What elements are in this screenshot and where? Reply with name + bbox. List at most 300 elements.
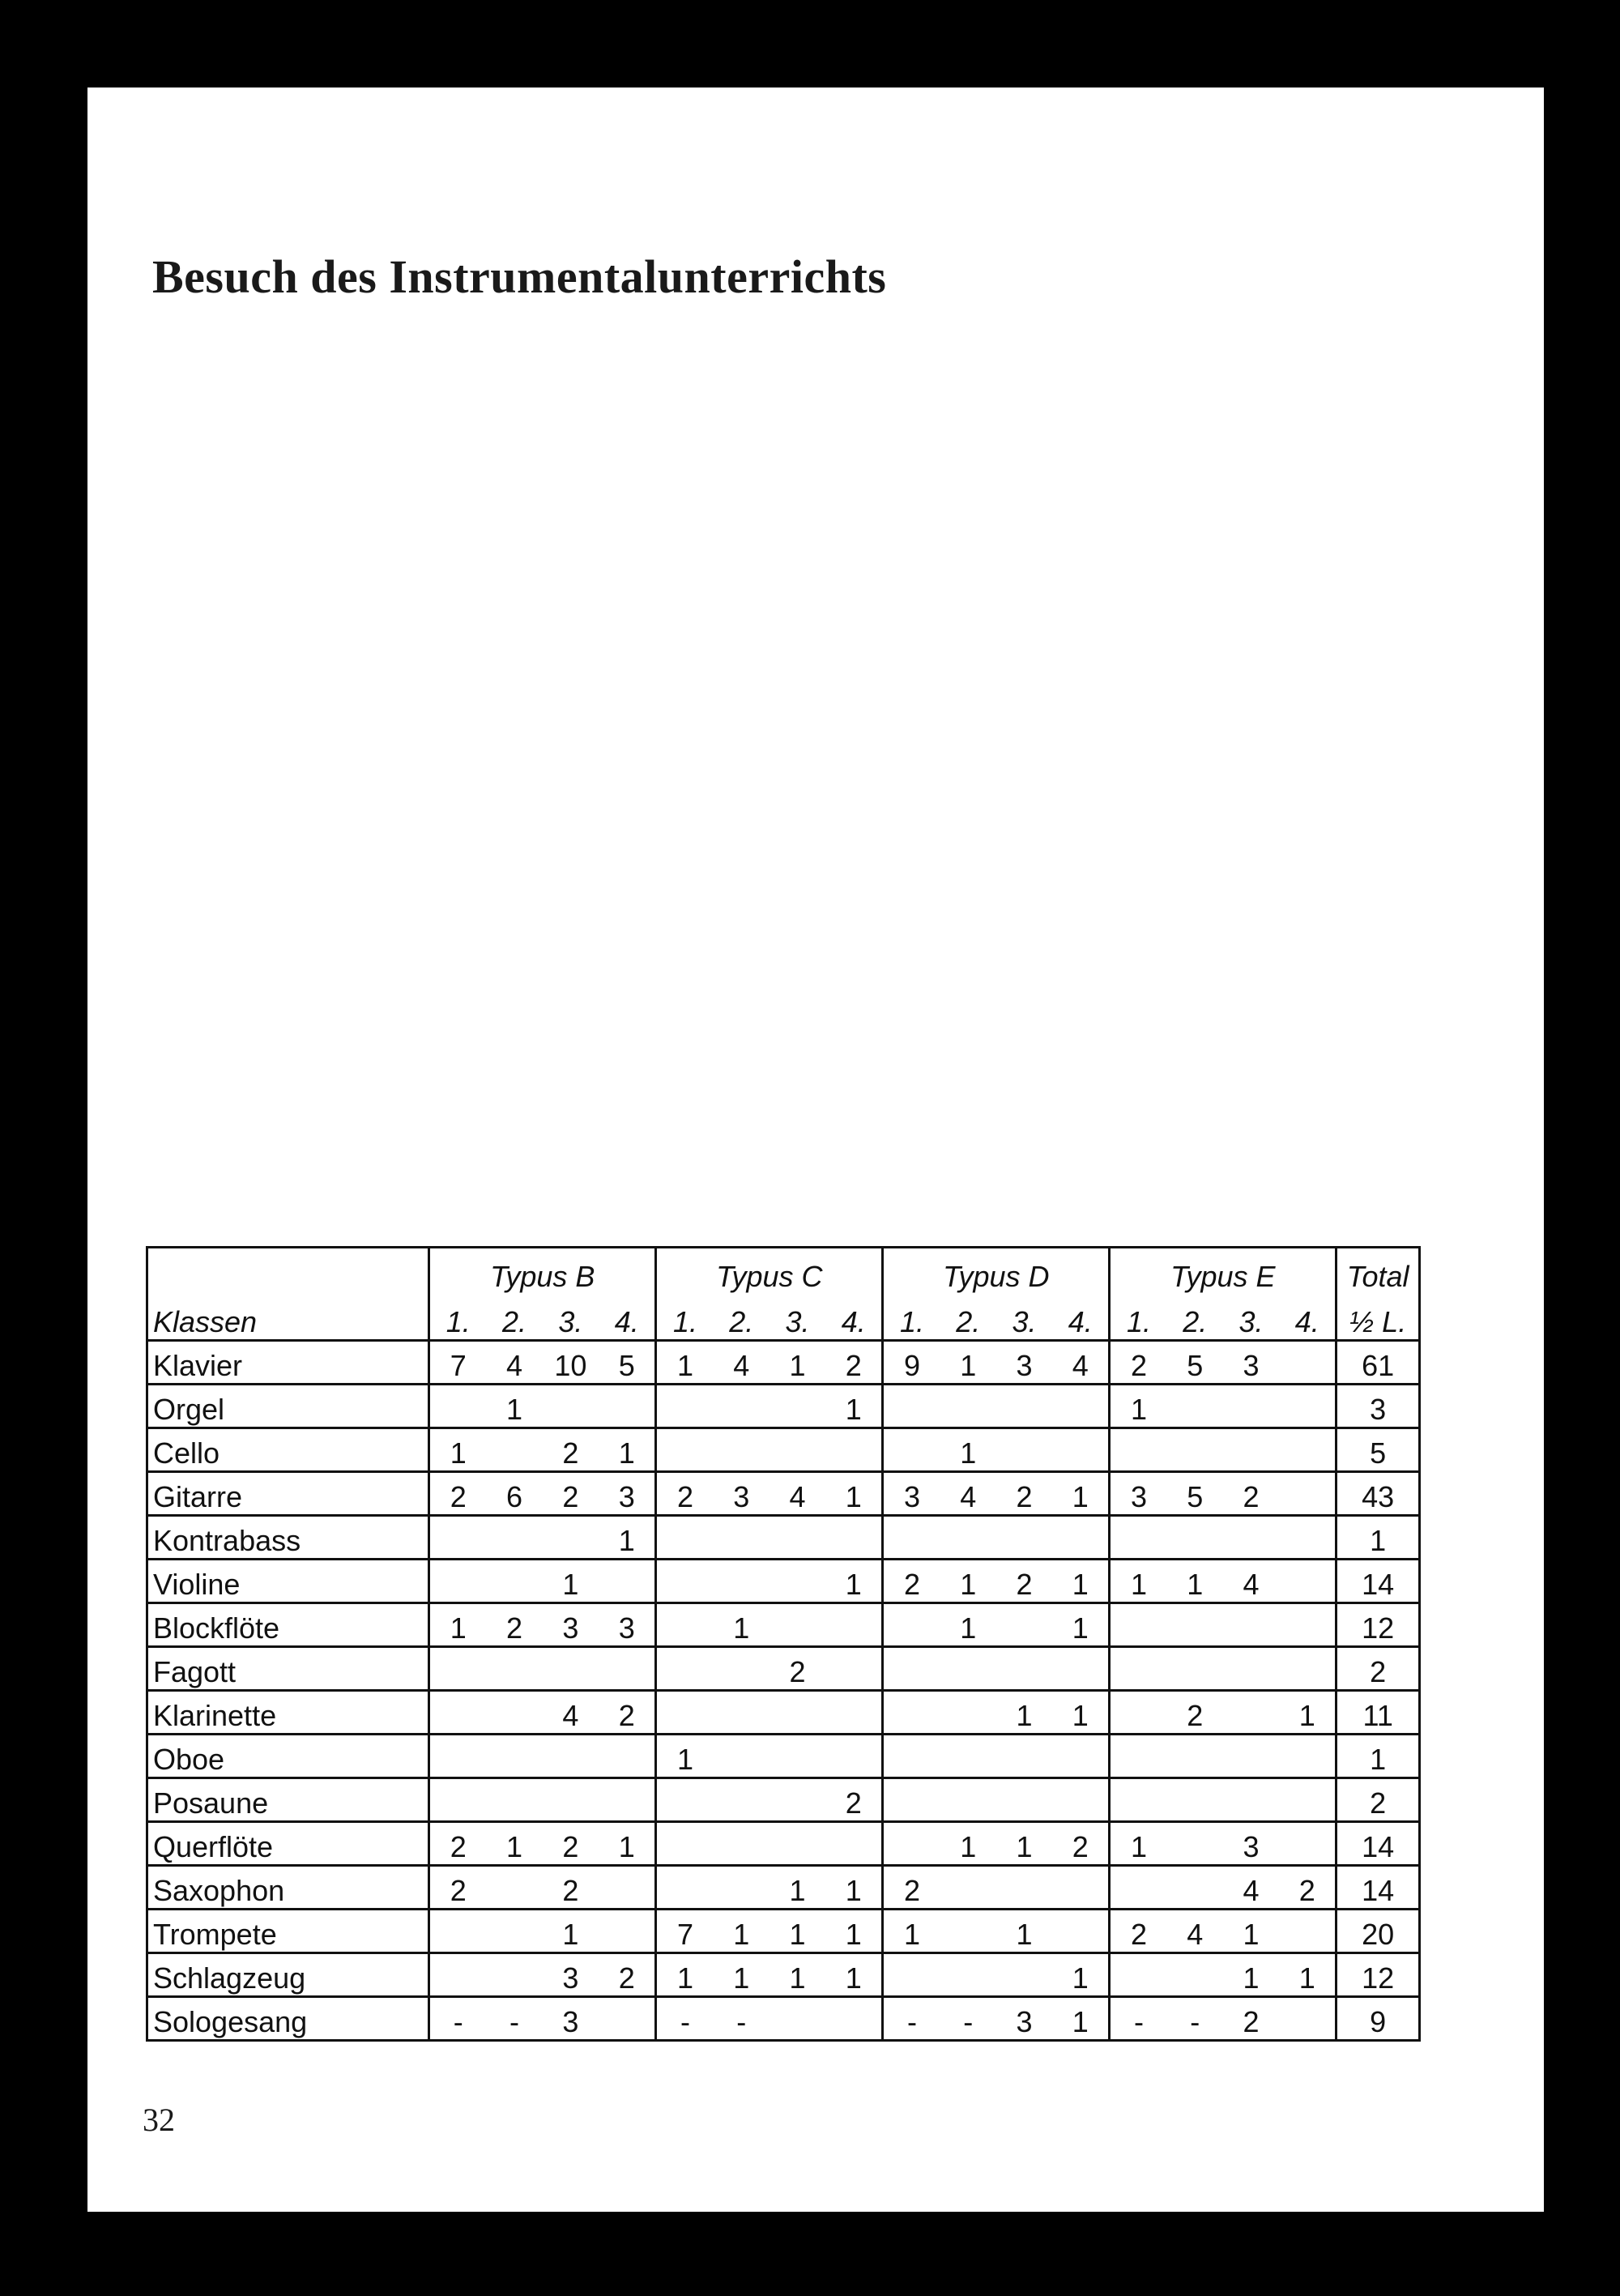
total-cell: 3 bbox=[1336, 1385, 1420, 1428]
data-cell bbox=[486, 1953, 542, 1997]
data-cell: 1 bbox=[429, 1428, 487, 1472]
table-row bbox=[147, 1385, 1420, 1428]
data-cell: 1 bbox=[940, 1603, 996, 1647]
data-cell: - bbox=[714, 1997, 770, 2041]
instrument-name: Blockflöte bbox=[147, 1603, 429, 1647]
data-cell: 1 bbox=[825, 1560, 883, 1603]
data-cell bbox=[770, 1516, 825, 1560]
data-cell bbox=[1279, 1735, 1336, 1778]
table-header-row-subs bbox=[147, 1294, 1420, 1341]
data-cell: 1 bbox=[825, 1472, 883, 1516]
data-cell: 1 bbox=[1052, 1603, 1110, 1647]
data-cell: 2 bbox=[543, 1822, 599, 1866]
data-cell: 1 bbox=[825, 1866, 883, 1910]
data-cell bbox=[486, 1691, 542, 1735]
data-cell: 1 bbox=[883, 1910, 940, 1953]
total-cell: 5 bbox=[1336, 1428, 1420, 1472]
total-cell: 12 bbox=[1336, 1603, 1420, 1647]
data-cell bbox=[883, 1647, 940, 1691]
data-cell: 1 bbox=[770, 1341, 825, 1385]
data-cell: 4 bbox=[486, 1341, 542, 1385]
data-cell: 1 bbox=[714, 1603, 770, 1647]
data-cell bbox=[825, 1516, 883, 1560]
data-cell bbox=[940, 1735, 996, 1778]
data-cell bbox=[599, 1735, 656, 1778]
data-cell bbox=[714, 1822, 770, 1866]
group-header-typus-b: Typus B bbox=[429, 1248, 656, 1295]
data-cell bbox=[429, 1516, 487, 1560]
data-cell bbox=[770, 1560, 825, 1603]
data-cell: 1 bbox=[543, 1910, 599, 1953]
total-cell: 43 bbox=[1336, 1472, 1420, 1516]
data-cell: 1 bbox=[770, 1866, 825, 1910]
data-cell: 2 bbox=[996, 1560, 1052, 1603]
data-cell bbox=[996, 1516, 1052, 1560]
data-cell: 1 bbox=[656, 1953, 714, 1997]
data-cell: 2 bbox=[429, 1822, 487, 1866]
data-cell bbox=[429, 1910, 487, 1953]
data-cell: 1 bbox=[825, 1385, 883, 1428]
data-cell bbox=[1052, 1428, 1110, 1472]
data-cell: 2 bbox=[1052, 1822, 1110, 1866]
sub-header-cell: 3. bbox=[543, 1294, 599, 1341]
data-cell: 10 bbox=[543, 1341, 599, 1385]
data-cell bbox=[883, 1516, 940, 1560]
data-cell: 1 bbox=[770, 1910, 825, 1953]
instrument-name: Schlagzeug bbox=[147, 1953, 429, 1997]
group-header-typus-c: Typus C bbox=[656, 1248, 883, 1295]
data-cell bbox=[1110, 1516, 1167, 1560]
data-cell bbox=[1052, 1516, 1110, 1560]
sub-header-cell: 3. bbox=[1223, 1294, 1279, 1341]
sub-header-cell: 4. bbox=[599, 1294, 656, 1341]
data-cell bbox=[1223, 1516, 1279, 1560]
table-header-row-groups bbox=[147, 1248, 1420, 1295]
data-cell bbox=[883, 1385, 940, 1428]
total-cell: 61 bbox=[1336, 1341, 1420, 1385]
data-cell bbox=[825, 1822, 883, 1866]
data-cell: 3 bbox=[1223, 1822, 1279, 1866]
data-cell bbox=[429, 1778, 487, 1822]
data-cell bbox=[940, 1647, 996, 1691]
data-cell bbox=[883, 1691, 940, 1735]
data-cell: 4 bbox=[1052, 1341, 1110, 1385]
data-cell bbox=[543, 1735, 599, 1778]
data-cell: 2 bbox=[825, 1778, 883, 1822]
data-cell: 1 bbox=[1110, 1385, 1167, 1428]
data-cell bbox=[429, 1691, 487, 1735]
sub-header-cell: 2. bbox=[1167, 1294, 1223, 1341]
table-row bbox=[147, 1516, 1420, 1560]
data-cell bbox=[714, 1778, 770, 1822]
data-cell bbox=[714, 1647, 770, 1691]
data-cell bbox=[599, 1560, 656, 1603]
data-cell bbox=[656, 1822, 714, 1866]
data-cell: 4 bbox=[1223, 1866, 1279, 1910]
data-cell bbox=[996, 1647, 1052, 1691]
total-cell: 14 bbox=[1336, 1560, 1420, 1603]
data-cell: 1 bbox=[1223, 1953, 1279, 1997]
data-cell: 5 bbox=[599, 1341, 656, 1385]
total-cell: 20 bbox=[1336, 1910, 1420, 1953]
group-header-typus-e: Typus E bbox=[1110, 1248, 1336, 1295]
data-cell: 1 bbox=[940, 1341, 996, 1385]
data-cell bbox=[1167, 1385, 1223, 1428]
data-cell: - bbox=[883, 1997, 940, 2041]
data-cell bbox=[1110, 1866, 1167, 1910]
data-cell: 1 bbox=[996, 1691, 1052, 1735]
data-cell bbox=[599, 1778, 656, 1822]
data-cell bbox=[1223, 1735, 1279, 1778]
data-cell bbox=[1223, 1778, 1279, 1822]
data-cell: 4 bbox=[1223, 1560, 1279, 1603]
data-cell: 4 bbox=[770, 1472, 825, 1516]
instrument-name: Querflöte bbox=[147, 1822, 429, 1866]
instrument-name: Klarinette bbox=[147, 1691, 429, 1735]
data-cell bbox=[883, 1822, 940, 1866]
total-cell: 2 bbox=[1336, 1647, 1420, 1691]
instrument-table bbox=[146, 1246, 1421, 2042]
data-cell bbox=[940, 1910, 996, 1953]
data-cell bbox=[1279, 1603, 1336, 1647]
data-cell bbox=[1279, 1910, 1336, 1953]
data-cell: 2 bbox=[996, 1472, 1052, 1516]
data-cell bbox=[1279, 1385, 1336, 1428]
table-row bbox=[147, 1560, 1420, 1603]
instrument-name: Orgel bbox=[147, 1385, 429, 1428]
instrument-name: Saxophon bbox=[147, 1866, 429, 1910]
data-cell: 3 bbox=[543, 1953, 599, 1997]
data-cell bbox=[714, 1866, 770, 1910]
data-cell bbox=[1167, 1516, 1223, 1560]
data-cell: 3 bbox=[714, 1472, 770, 1516]
data-cell bbox=[599, 1866, 656, 1910]
data-cell bbox=[1167, 1428, 1223, 1472]
instrument-name: Fagott bbox=[147, 1647, 429, 1691]
table-row bbox=[147, 1778, 1420, 1822]
data-cell: 2 bbox=[1110, 1341, 1167, 1385]
data-cell: 6 bbox=[486, 1472, 542, 1516]
data-cell bbox=[1223, 1428, 1279, 1472]
data-cell bbox=[1279, 1647, 1336, 1691]
data-cell bbox=[486, 1866, 542, 1910]
data-cell: 3 bbox=[883, 1472, 940, 1516]
total-header-line1: Total bbox=[1336, 1248, 1420, 1295]
data-cell bbox=[1279, 1516, 1336, 1560]
table-row bbox=[147, 1428, 1420, 1472]
data-cell bbox=[656, 1385, 714, 1428]
instrument-name: Oboe bbox=[147, 1735, 429, 1778]
data-cell bbox=[883, 1735, 940, 1778]
data-cell bbox=[486, 1647, 542, 1691]
data-cell: 2 bbox=[543, 1428, 599, 1472]
data-cell bbox=[1223, 1647, 1279, 1691]
data-cell bbox=[996, 1428, 1052, 1472]
data-cell bbox=[825, 1603, 883, 1647]
data-cell bbox=[1279, 1822, 1336, 1866]
data-cell: 1 bbox=[1052, 1953, 1110, 1997]
data-cell bbox=[599, 1910, 656, 1953]
data-cell bbox=[1167, 1953, 1223, 1997]
data-cell bbox=[1167, 1603, 1223, 1647]
data-cell bbox=[1110, 1778, 1167, 1822]
data-cell bbox=[543, 1385, 599, 1428]
data-cell: 1 bbox=[429, 1603, 487, 1647]
data-cell: - bbox=[429, 1997, 487, 2041]
total-cell: 1 bbox=[1336, 1516, 1420, 1560]
data-cell: 1 bbox=[770, 1953, 825, 1997]
data-cell bbox=[543, 1647, 599, 1691]
data-cell bbox=[1167, 1647, 1223, 1691]
data-cell bbox=[770, 1603, 825, 1647]
instrument-name: Posaune bbox=[147, 1778, 429, 1822]
data-cell bbox=[825, 1735, 883, 1778]
total-cell: 14 bbox=[1336, 1866, 1420, 1910]
data-cell: 1 bbox=[1052, 1560, 1110, 1603]
data-cell bbox=[656, 1428, 714, 1472]
data-cell bbox=[656, 1691, 714, 1735]
data-cell bbox=[770, 1822, 825, 1866]
data-cell bbox=[1052, 1647, 1110, 1691]
data-cell: 2 bbox=[1110, 1910, 1167, 1953]
group-header-typus-d: Typus D bbox=[883, 1248, 1110, 1295]
data-cell bbox=[996, 1778, 1052, 1822]
data-cell: 2 bbox=[599, 1953, 656, 1997]
data-cell bbox=[996, 1735, 1052, 1778]
data-cell bbox=[656, 1778, 714, 1822]
total-cell: 2 bbox=[1336, 1778, 1420, 1822]
data-cell: 3 bbox=[996, 1997, 1052, 2041]
data-cell: - bbox=[486, 1997, 542, 2041]
sub-header-cell: 1. bbox=[656, 1294, 714, 1341]
instrument-name: Sologesang bbox=[147, 1997, 429, 2041]
data-cell bbox=[543, 1516, 599, 1560]
data-cell: 2 bbox=[599, 1691, 656, 1735]
data-cell bbox=[1167, 1866, 1223, 1910]
total-cell: 12 bbox=[1336, 1953, 1420, 1997]
data-cell bbox=[486, 1516, 542, 1560]
sub-header-cell: 4. bbox=[1052, 1294, 1110, 1341]
data-cell bbox=[714, 1385, 770, 1428]
data-cell bbox=[1052, 1778, 1110, 1822]
data-cell: - bbox=[1167, 1997, 1223, 2041]
data-cell bbox=[1167, 1778, 1223, 1822]
data-cell: 1 bbox=[486, 1822, 542, 1866]
data-cell: 3 bbox=[543, 1603, 599, 1647]
data-cell bbox=[770, 1735, 825, 1778]
page-number: 32 bbox=[143, 2102, 175, 2138]
data-cell: 2 bbox=[656, 1472, 714, 1516]
data-cell bbox=[429, 1560, 487, 1603]
data-cell bbox=[486, 1910, 542, 1953]
data-cell bbox=[486, 1735, 542, 1778]
data-cell: 3 bbox=[1110, 1472, 1167, 1516]
data-cell bbox=[714, 1428, 770, 1472]
data-cell: 1 bbox=[714, 1953, 770, 1997]
data-cell bbox=[996, 1866, 1052, 1910]
data-cell bbox=[940, 1691, 996, 1735]
data-cell bbox=[486, 1560, 542, 1603]
data-cell bbox=[1223, 1691, 1279, 1735]
data-cell bbox=[1223, 1603, 1279, 1647]
data-cell bbox=[825, 1691, 883, 1735]
data-cell bbox=[429, 1735, 487, 1778]
data-cell: 2 bbox=[770, 1647, 825, 1691]
data-cell bbox=[714, 1735, 770, 1778]
klassen-header: Klassen bbox=[147, 1294, 429, 1341]
table-row bbox=[147, 1953, 1420, 1997]
sub-header-cell: 4. bbox=[1279, 1294, 1336, 1341]
data-cell: 1 bbox=[940, 1560, 996, 1603]
total-header-line2: ½ L. bbox=[1336, 1294, 1420, 1341]
data-cell bbox=[714, 1691, 770, 1735]
data-cell: 2 bbox=[543, 1472, 599, 1516]
data-cell: 3 bbox=[1223, 1341, 1279, 1385]
data-cell: 1 bbox=[714, 1910, 770, 1953]
data-cell bbox=[1110, 1647, 1167, 1691]
data-cell: 3 bbox=[599, 1472, 656, 1516]
sub-header-cell: 4. bbox=[825, 1294, 883, 1341]
data-cell bbox=[1167, 1822, 1223, 1866]
data-cell bbox=[883, 1778, 940, 1822]
instrument-name: Trompete bbox=[147, 1910, 429, 1953]
data-cell: 2 bbox=[486, 1603, 542, 1647]
data-cell bbox=[770, 1428, 825, 1472]
data-cell: 1 bbox=[996, 1910, 1052, 1953]
data-cell: 2 bbox=[543, 1866, 599, 1910]
data-cell: - bbox=[940, 1997, 996, 2041]
data-cell bbox=[1279, 1428, 1336, 1472]
data-cell: 4 bbox=[714, 1341, 770, 1385]
table-row bbox=[147, 1997, 1420, 2041]
data-cell bbox=[940, 1866, 996, 1910]
data-cell: 2 bbox=[1279, 1866, 1336, 1910]
data-cell bbox=[599, 1385, 656, 1428]
data-cell bbox=[656, 1516, 714, 1560]
data-cell: - bbox=[656, 1997, 714, 2041]
data-cell: - bbox=[1110, 1997, 1167, 2041]
data-cell bbox=[1110, 1691, 1167, 1735]
data-cell: 1 bbox=[543, 1560, 599, 1603]
data-cell bbox=[825, 1997, 883, 2041]
data-cell bbox=[940, 1953, 996, 1997]
table-row bbox=[147, 1910, 1420, 1953]
data-cell: 3 bbox=[996, 1341, 1052, 1385]
data-cell bbox=[883, 1953, 940, 1997]
table-row bbox=[147, 1603, 1420, 1647]
data-cell: 1 bbox=[940, 1822, 996, 1866]
data-cell bbox=[940, 1385, 996, 1428]
total-cell: 1 bbox=[1336, 1735, 1420, 1778]
sub-header-cell: 3. bbox=[996, 1294, 1052, 1341]
page-title: Besuch des Instrumentalunterrichts bbox=[152, 250, 887, 303]
data-cell: 2 bbox=[1167, 1691, 1223, 1735]
data-cell: 4 bbox=[1167, 1910, 1223, 1953]
data-cell bbox=[599, 1647, 656, 1691]
data-cell bbox=[1110, 1603, 1167, 1647]
data-cell bbox=[429, 1385, 487, 1428]
data-cell bbox=[656, 1603, 714, 1647]
table-row bbox=[147, 1472, 1420, 1516]
total-cell: 9 bbox=[1336, 1997, 1420, 2041]
data-cell: 1 bbox=[599, 1822, 656, 1866]
data-cell: 3 bbox=[543, 1997, 599, 2041]
data-cell bbox=[1110, 1735, 1167, 1778]
data-cell: 5 bbox=[1167, 1472, 1223, 1516]
table-row bbox=[147, 1341, 1420, 1385]
sub-header-cell: 1. bbox=[429, 1294, 487, 1341]
data-cell bbox=[714, 1516, 770, 1560]
data-cell bbox=[1110, 1428, 1167, 1472]
data-cell: 1 bbox=[1279, 1953, 1336, 1997]
sub-header-cell: 3. bbox=[770, 1294, 825, 1341]
data-cell bbox=[429, 1647, 487, 1691]
data-cell bbox=[996, 1385, 1052, 1428]
data-cell: 5 bbox=[1167, 1341, 1223, 1385]
data-cell: 2 bbox=[1223, 1997, 1279, 2041]
instrument-name: Kontrabass bbox=[147, 1516, 429, 1560]
instrument-name: Gitarre bbox=[147, 1472, 429, 1516]
data-cell: 1 bbox=[1223, 1910, 1279, 1953]
table-body bbox=[147, 1341, 1420, 2041]
data-cell: 3 bbox=[599, 1603, 656, 1647]
data-cell: 7 bbox=[656, 1910, 714, 1953]
data-cell: 2 bbox=[825, 1341, 883, 1385]
data-cell bbox=[883, 1603, 940, 1647]
data-cell: 1 bbox=[825, 1953, 883, 1997]
data-cell: 1 bbox=[996, 1822, 1052, 1866]
data-cell: 1 bbox=[656, 1735, 714, 1778]
data-cell: 2 bbox=[429, 1472, 487, 1516]
data-cell bbox=[825, 1647, 883, 1691]
data-cell bbox=[656, 1560, 714, 1603]
data-cell bbox=[656, 1647, 714, 1691]
data-cell bbox=[883, 1428, 940, 1472]
sub-header-cell: 1. bbox=[1110, 1294, 1167, 1341]
data-cell bbox=[1279, 1472, 1336, 1516]
data-cell bbox=[599, 1997, 656, 2041]
sub-header-cell: 1. bbox=[883, 1294, 940, 1341]
data-cell: 1 bbox=[486, 1385, 542, 1428]
data-cell: 1 bbox=[599, 1516, 656, 1560]
data-cell bbox=[1052, 1735, 1110, 1778]
data-cell bbox=[1052, 1910, 1110, 1953]
data-cell bbox=[996, 1953, 1052, 1997]
total-cell: 11 bbox=[1336, 1691, 1420, 1735]
document-page bbox=[87, 87, 1544, 2212]
header-corner bbox=[147, 1248, 429, 1295]
data-cell: 2 bbox=[429, 1866, 487, 1910]
data-cell bbox=[1223, 1385, 1279, 1428]
instrument-name: Violine bbox=[147, 1560, 429, 1603]
data-cell: 1 bbox=[1052, 1472, 1110, 1516]
table-row bbox=[147, 1866, 1420, 1910]
data-cell bbox=[543, 1778, 599, 1822]
instrument-name: Cello bbox=[147, 1428, 429, 1472]
data-cell bbox=[1279, 1997, 1336, 2041]
data-cell: 4 bbox=[940, 1472, 996, 1516]
data-cell: 1 bbox=[1110, 1822, 1167, 1866]
data-cell bbox=[770, 1778, 825, 1822]
data-cell bbox=[996, 1603, 1052, 1647]
sub-header-cell: 2. bbox=[940, 1294, 996, 1341]
data-cell bbox=[1279, 1778, 1336, 1822]
data-cell: 1 bbox=[656, 1341, 714, 1385]
total-cell: 14 bbox=[1336, 1822, 1420, 1866]
data-cell: 2 bbox=[883, 1866, 940, 1910]
data-cell: 1 bbox=[599, 1428, 656, 1472]
data-cell: 1 bbox=[1279, 1691, 1336, 1735]
